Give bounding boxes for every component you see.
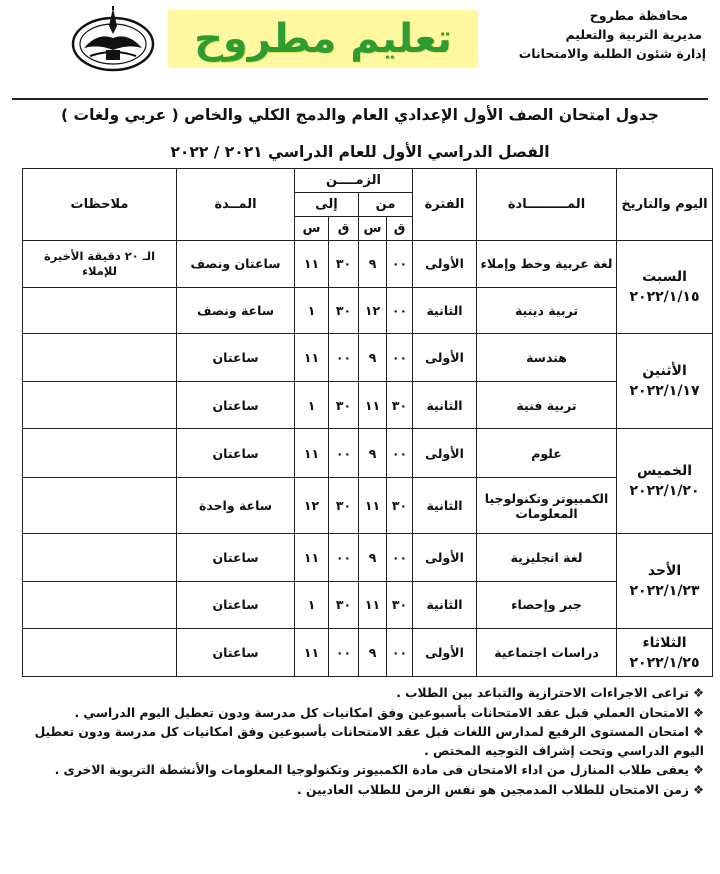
footnote-text: تراعى الاجراءات الاحترازية والتباعد بين الطلاب .	[396, 686, 689, 700]
header-subject: المـــــــــادة	[477, 169, 617, 241]
day-date-cell	[617, 241, 713, 334]
from-minute-cell: ٠٠	[387, 534, 413, 582]
watermark-title: تعليم مطروح	[168, 10, 478, 68]
subject-cell: علوم	[477, 429, 617, 478]
to-hour-cell: ١	[295, 287, 329, 334]
schedule-title: جدول امتحان الصف الأول الإعدادي العام والدمج الكلي والخاص ( عربي ولغات )	[61, 106, 659, 124]
table-row	[23, 629, 713, 677]
from-minute-cell: ٠٠	[387, 287, 413, 334]
exam-date: ٢٠٢٢/١/٢٠	[629, 483, 700, 500]
from-hour-cell: ١١	[359, 381, 387, 429]
table-row	[23, 241, 713, 288]
authority-line: إدارة شئون الطلبة والامتحانات	[518, 46, 706, 61]
to-minute-cell: ٣٠	[329, 287, 359, 334]
header-notes: ملاحظات	[23, 169, 177, 241]
day-name: الثلاثاء	[642, 634, 687, 651]
semester-subtitle: الفصل الدراسي الأول للعام الدراسي ٢٠٢١ / ٢٠٢٢	[170, 143, 550, 161]
exam-date: ٢٠٢٢/١/١٧	[629, 383, 700, 400]
authority-line: مديرية التربية والتعليم	[565, 27, 702, 42]
day-name: الأحد	[647, 563, 682, 580]
footnote-item	[8, 761, 704, 780]
notes-cell	[23, 381, 177, 429]
to-hour-cell: ١١	[295, 334, 329, 382]
diamond-bullet-icon: ❖	[692, 686, 704, 700]
footnote-text: امتحان المستوى الرفيع لمدارس اللغات قبل عقد الامتحانات بأسبوعين وفق امكانيات كل مدرسة ودون تعطيل اليوم الدراسي وتحت إشراف التوجيه المختص .	[34, 725, 704, 758]
notes-cell	[23, 334, 177, 382]
footnote-item	[8, 684, 704, 703]
duration-cell: ساعتان	[177, 334, 295, 382]
footnote-text: زمن الامتحان للطلاب المدمجين هو نفس الزمن للطلاب العاديين .	[297, 782, 689, 797]
header-to: إلى	[295, 193, 359, 217]
from-minute-cell: ٣٠	[387, 381, 413, 429]
table-row	[23, 334, 713, 382]
subject-cell: الكمبيوتر وتكنولوجيا المعلومات	[477, 478, 617, 534]
to-hour-cell: ١١	[295, 629, 329, 677]
header-minute: ق	[387, 217, 413, 241]
from-hour-cell: ٩	[359, 429, 387, 478]
header-hour: س	[359, 217, 387, 241]
to-hour-cell: ١٢	[295, 478, 329, 534]
authority-block	[496, 6, 706, 63]
notes-cell	[23, 287, 177, 334]
from-minute-cell: ٠٠	[387, 629, 413, 677]
to-hour-cell: ١١	[295, 241, 329, 288]
subject-cell: لغة انجليزية	[477, 534, 617, 582]
notes-cell	[23, 429, 177, 478]
footnote-item	[8, 704, 704, 723]
period-cell: الثانية	[413, 478, 477, 534]
exam-date: ٢٠٢٢/١/١٥	[629, 289, 700, 306]
header-time: الزمــــن	[295, 169, 413, 193]
exam-schedule-table	[22, 168, 713, 677]
diamond-bullet-icon: ❖	[692, 782, 704, 797]
period-cell: الأولى	[413, 241, 477, 288]
exam-date: ٢٠٢٢/١/٢٣	[629, 583, 700, 600]
header-duration: المــدة	[177, 169, 295, 241]
from-hour-cell: ١١	[359, 581, 387, 629]
header-day-date: اليوم والتاريخ	[617, 169, 713, 241]
from-hour-cell: ١٢	[359, 287, 387, 334]
from-hour-cell: ١١	[359, 478, 387, 534]
subject-cell: هندسة	[477, 334, 617, 382]
table-row	[23, 478, 713, 534]
from-hour-cell: ٩	[359, 334, 387, 382]
footnotes-list	[8, 684, 704, 801]
header-from: من	[359, 193, 413, 217]
duration-cell: ساعة واحدة	[177, 478, 295, 534]
from-hour-cell: ٩	[359, 629, 387, 677]
period-cell: الأولى	[413, 629, 477, 677]
period-cell: الأولى	[413, 429, 477, 478]
to-minute-cell: ٣٠	[329, 581, 359, 629]
to-hour-cell: ١١	[295, 429, 329, 478]
footnote-item	[8, 781, 704, 800]
duration-cell: ساعتان	[177, 629, 295, 677]
to-minute-cell: ٣٠	[329, 478, 359, 534]
table-row	[23, 429, 713, 478]
to-minute-cell: ٣٠	[329, 381, 359, 429]
day-date-cell	[617, 629, 713, 677]
subject-cell: جبر وإحصاء	[477, 581, 617, 629]
subject-cell: تربية دينية	[477, 287, 617, 334]
subject-cell: دراسات اجتماعية	[477, 629, 617, 677]
notes-cell	[23, 478, 177, 534]
from-minute-cell: ٣٠	[387, 478, 413, 534]
from-minute-cell: ٣٠	[387, 581, 413, 629]
to-hour-cell: ١	[295, 581, 329, 629]
to-minute-cell: ٠٠	[329, 334, 359, 382]
diamond-bullet-icon: ❖	[692, 705, 704, 720]
header-hour: س	[295, 217, 329, 241]
diamond-bullet-icon: ❖	[692, 725, 704, 740]
to-hour-cell: ١١	[295, 534, 329, 582]
from-hour-cell: ٩	[359, 241, 387, 288]
duration-cell: ساعة ونصف	[177, 287, 295, 334]
table-row	[23, 581, 713, 629]
header-divider	[12, 98, 708, 100]
header-minute: ق	[329, 217, 359, 241]
day-name: السبت	[642, 269, 687, 286]
notes-cell	[23, 629, 177, 677]
period-cell: الأولى	[413, 534, 477, 582]
notes-cell: الـ ٢٠ دقيقة الأخيرة للإملاء	[23, 241, 177, 288]
period-cell: الثانية	[413, 581, 477, 629]
day-date-cell	[617, 429, 713, 534]
day-name: الأثنين	[642, 363, 687, 380]
footnote-text: يعفى طلاب المنازل من اداء الامتحان فى مادة الكمبيوتر وتكنولوجيا المعلومات والأنشطة التربوية الاخرى .	[54, 763, 689, 778]
from-minute-cell: ٠٠	[387, 429, 413, 478]
from-minute-cell: ٠٠	[387, 241, 413, 288]
from-minute-cell: ٠٠	[387, 334, 413, 382]
duration-cell: ساعتان	[177, 381, 295, 429]
to-minute-cell: ٠٠	[329, 629, 359, 677]
duration-cell: ساعتان ونصف	[177, 241, 295, 288]
table-row	[23, 534, 713, 582]
duration-cell: ساعتان	[177, 429, 295, 478]
to-minute-cell: ٠٠	[329, 429, 359, 478]
exam-date: ٢٠٢٢/١/٢٥	[629, 654, 700, 671]
day-date-cell	[617, 534, 713, 629]
day-date-cell	[617, 334, 713, 429]
period-cell: الثانية	[413, 287, 477, 334]
period-cell: الأولى	[413, 334, 477, 382]
duration-cell: ساعتان	[177, 581, 295, 629]
subject-cell: لغة عربية وخط وإملاء	[477, 241, 617, 288]
ministry-emblem-icon	[68, 4, 158, 76]
subject-cell: تربية فنية	[477, 381, 617, 429]
day-name: الخميس	[636, 463, 693, 480]
header-period: الفترة	[413, 169, 477, 241]
notes-cell	[23, 581, 177, 629]
to-hour-cell: ١	[295, 381, 329, 429]
table-row	[23, 381, 713, 429]
footnote-item	[8, 723, 704, 760]
diamond-bullet-icon: ❖	[692, 763, 704, 778]
authority-line: محافظة مطروح	[589, 8, 688, 23]
from-hour-cell: ٩	[359, 534, 387, 582]
notes-cell	[23, 534, 177, 582]
table-row	[23, 287, 713, 334]
to-minute-cell: ٠٠	[329, 534, 359, 582]
to-minute-cell: ٣٠	[329, 241, 359, 288]
footnote-text: الامتحان العملي قبل عقد الامتحانات بأسبوعين وفق امكانيات كل مدرسة ودون تعطيل اليوم الدراسي .	[74, 705, 689, 720]
period-cell: الثانية	[413, 381, 477, 429]
duration-cell: ساعتان	[177, 534, 295, 582]
